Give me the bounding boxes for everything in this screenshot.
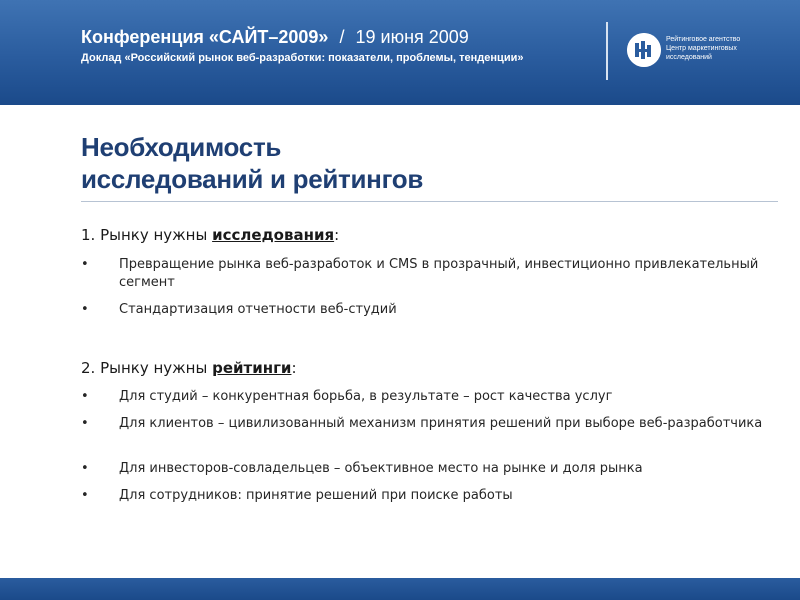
section-1-keyword: исследования bbox=[212, 226, 335, 244]
bullet-icon: • bbox=[81, 302, 89, 317]
header-banner bbox=[0, 0, 800, 105]
section-1-suffix: : bbox=[334, 226, 340, 244]
agency-logo-text: Рейтинговое агентство Центр маркетинговых исследований bbox=[666, 36, 741, 61]
section-2-keyword: рейтинги bbox=[212, 359, 292, 377]
title-separator: / bbox=[339, 27, 345, 47]
bullet-text: Превращение рынка веб-разработок и CMS в прозрачный, инвестиционно привлекательный сегмент bbox=[119, 257, 759, 290]
bullet-text: Для инвесторов-совладельцев – объективное место на рынке и доля рынка bbox=[119, 461, 643, 476]
section-2-suffix: : bbox=[291, 359, 297, 377]
footer-bar bbox=[0, 578, 800, 600]
bullet-icon: • bbox=[81, 416, 89, 431]
section-2-heading bbox=[81, 359, 297, 377]
title-divider bbox=[81, 201, 778, 202]
section-1-heading bbox=[81, 226, 339, 244]
bullet-text: Для студий – конкурентная борьба, в результате – рост качества услуг bbox=[119, 389, 613, 404]
bullet-icon: • bbox=[81, 257, 89, 272]
header-divider bbox=[606, 22, 608, 80]
report-subtitle: Доклад «Российский рынок веб-разработки: показатели, проблемы, тенденции» bbox=[81, 52, 524, 64]
section-2-prefix: 2. Рынку нужны bbox=[81, 359, 213, 377]
bullet-text: Для сотрудников: принятие решений при поиске работы bbox=[119, 488, 513, 503]
section-1-prefix: 1. Рынку нужны bbox=[81, 226, 213, 244]
title-line-1: Необходимость bbox=[81, 132, 282, 162]
bullet-icon: • bbox=[81, 389, 89, 404]
bullet-text: Для клиентов – цивилизованный механизм принятия решений при выборе веб-разработчика bbox=[119, 416, 763, 431]
conference-name: Конференция «САЙТ–2009» bbox=[81, 27, 329, 47]
bullet-text: Стандартизация отчетности веб-студий bbox=[119, 302, 397, 317]
conference-date: 19 июня 2009 bbox=[355, 27, 469, 47]
page-title bbox=[81, 131, 423, 195]
bullet-icon: • bbox=[81, 488, 89, 503]
conference-title bbox=[81, 27, 469, 48]
bullet-icon: • bbox=[81, 461, 89, 476]
agency-logo-icon bbox=[627, 33, 661, 67]
title-line-2: исследований и рейтингов bbox=[81, 164, 424, 194]
